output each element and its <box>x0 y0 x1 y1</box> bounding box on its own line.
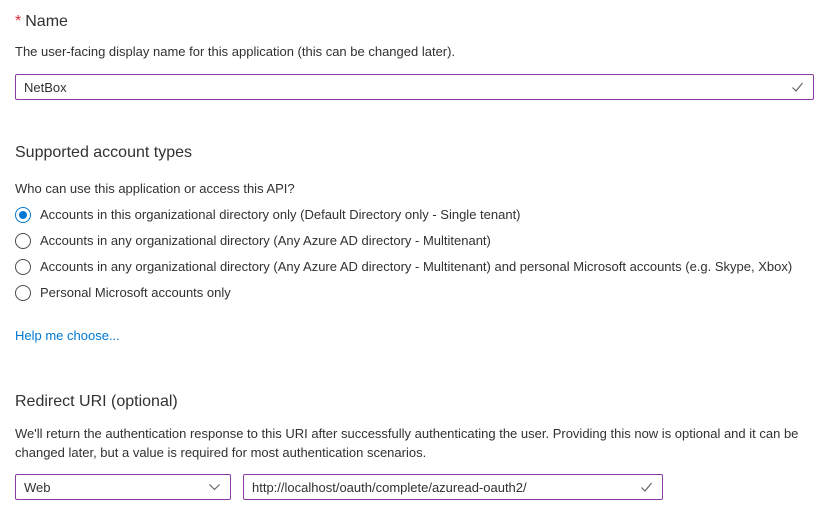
required-asterisk: * <box>15 13 22 30</box>
radio-option-label: Accounts in this organizational directory only (Default Directory only - Single tenant) <box>40 207 521 222</box>
checkmark-icon <box>790 80 805 95</box>
name-section-title <box>15 12 814 32</box>
radio-button-icon[interactable] <box>15 233 31 249</box>
chevron-down-icon <box>207 480 222 495</box>
name-input[interactable] <box>15 74 814 100</box>
redirect-uri-description: We'll return the authentication response to this URI after successfully authenticating the user. Providing this now is optional and it can be changed later, but a value is required for most authentication scenarios. <box>15 426 799 460</box>
name-description: The user-facing display name for this application (this can be changed later). <box>15 44 456 59</box>
radio-option-multitenant-personal[interactable] <box>15 259 814 275</box>
name-title-text: Name <box>25 13 68 30</box>
radio-option-single-tenant[interactable] <box>15 207 814 223</box>
platform-select[interactable] <box>15 474 231 500</box>
account-types-title: Supported account types <box>15 144 193 161</box>
radio-button-icon[interactable] <box>15 207 31 223</box>
account-types-radio-group <box>15 207 814 301</box>
radio-option-personal-only[interactable] <box>15 285 814 301</box>
name-input-wrap <box>15 74 814 100</box>
radio-option-multitenant[interactable] <box>15 233 814 249</box>
radio-option-label: Accounts in any organizational directory (Any Azure AD directory - Multitenant) <box>40 233 491 248</box>
radio-button-icon[interactable] <box>15 285 31 301</box>
help-me-choose-link[interactable]: Help me choose... <box>15 328 120 343</box>
app-registration-form <box>0 12 829 500</box>
redirect-uri-input-wrap <box>243 474 663 500</box>
account-types-question: Who can use this application or access this API? <box>15 181 295 196</box>
redirect-uri-title: Redirect URI (optional) <box>15 393 178 410</box>
radio-option-label: Personal Microsoft accounts only <box>40 285 231 300</box>
redirect-uri-input[interactable] <box>243 474 663 500</box>
radio-button-icon[interactable] <box>15 259 31 275</box>
radio-option-label: Accounts in any organizational directory (Any Azure AD directory - Multitenant) and personal Microsoft accounts (e.g. Skype, Xbox) <box>40 259 793 274</box>
platform-select-value: Web <box>24 479 51 495</box>
checkmark-icon <box>639 480 654 495</box>
redirect-uri-row <box>15 474 814 500</box>
